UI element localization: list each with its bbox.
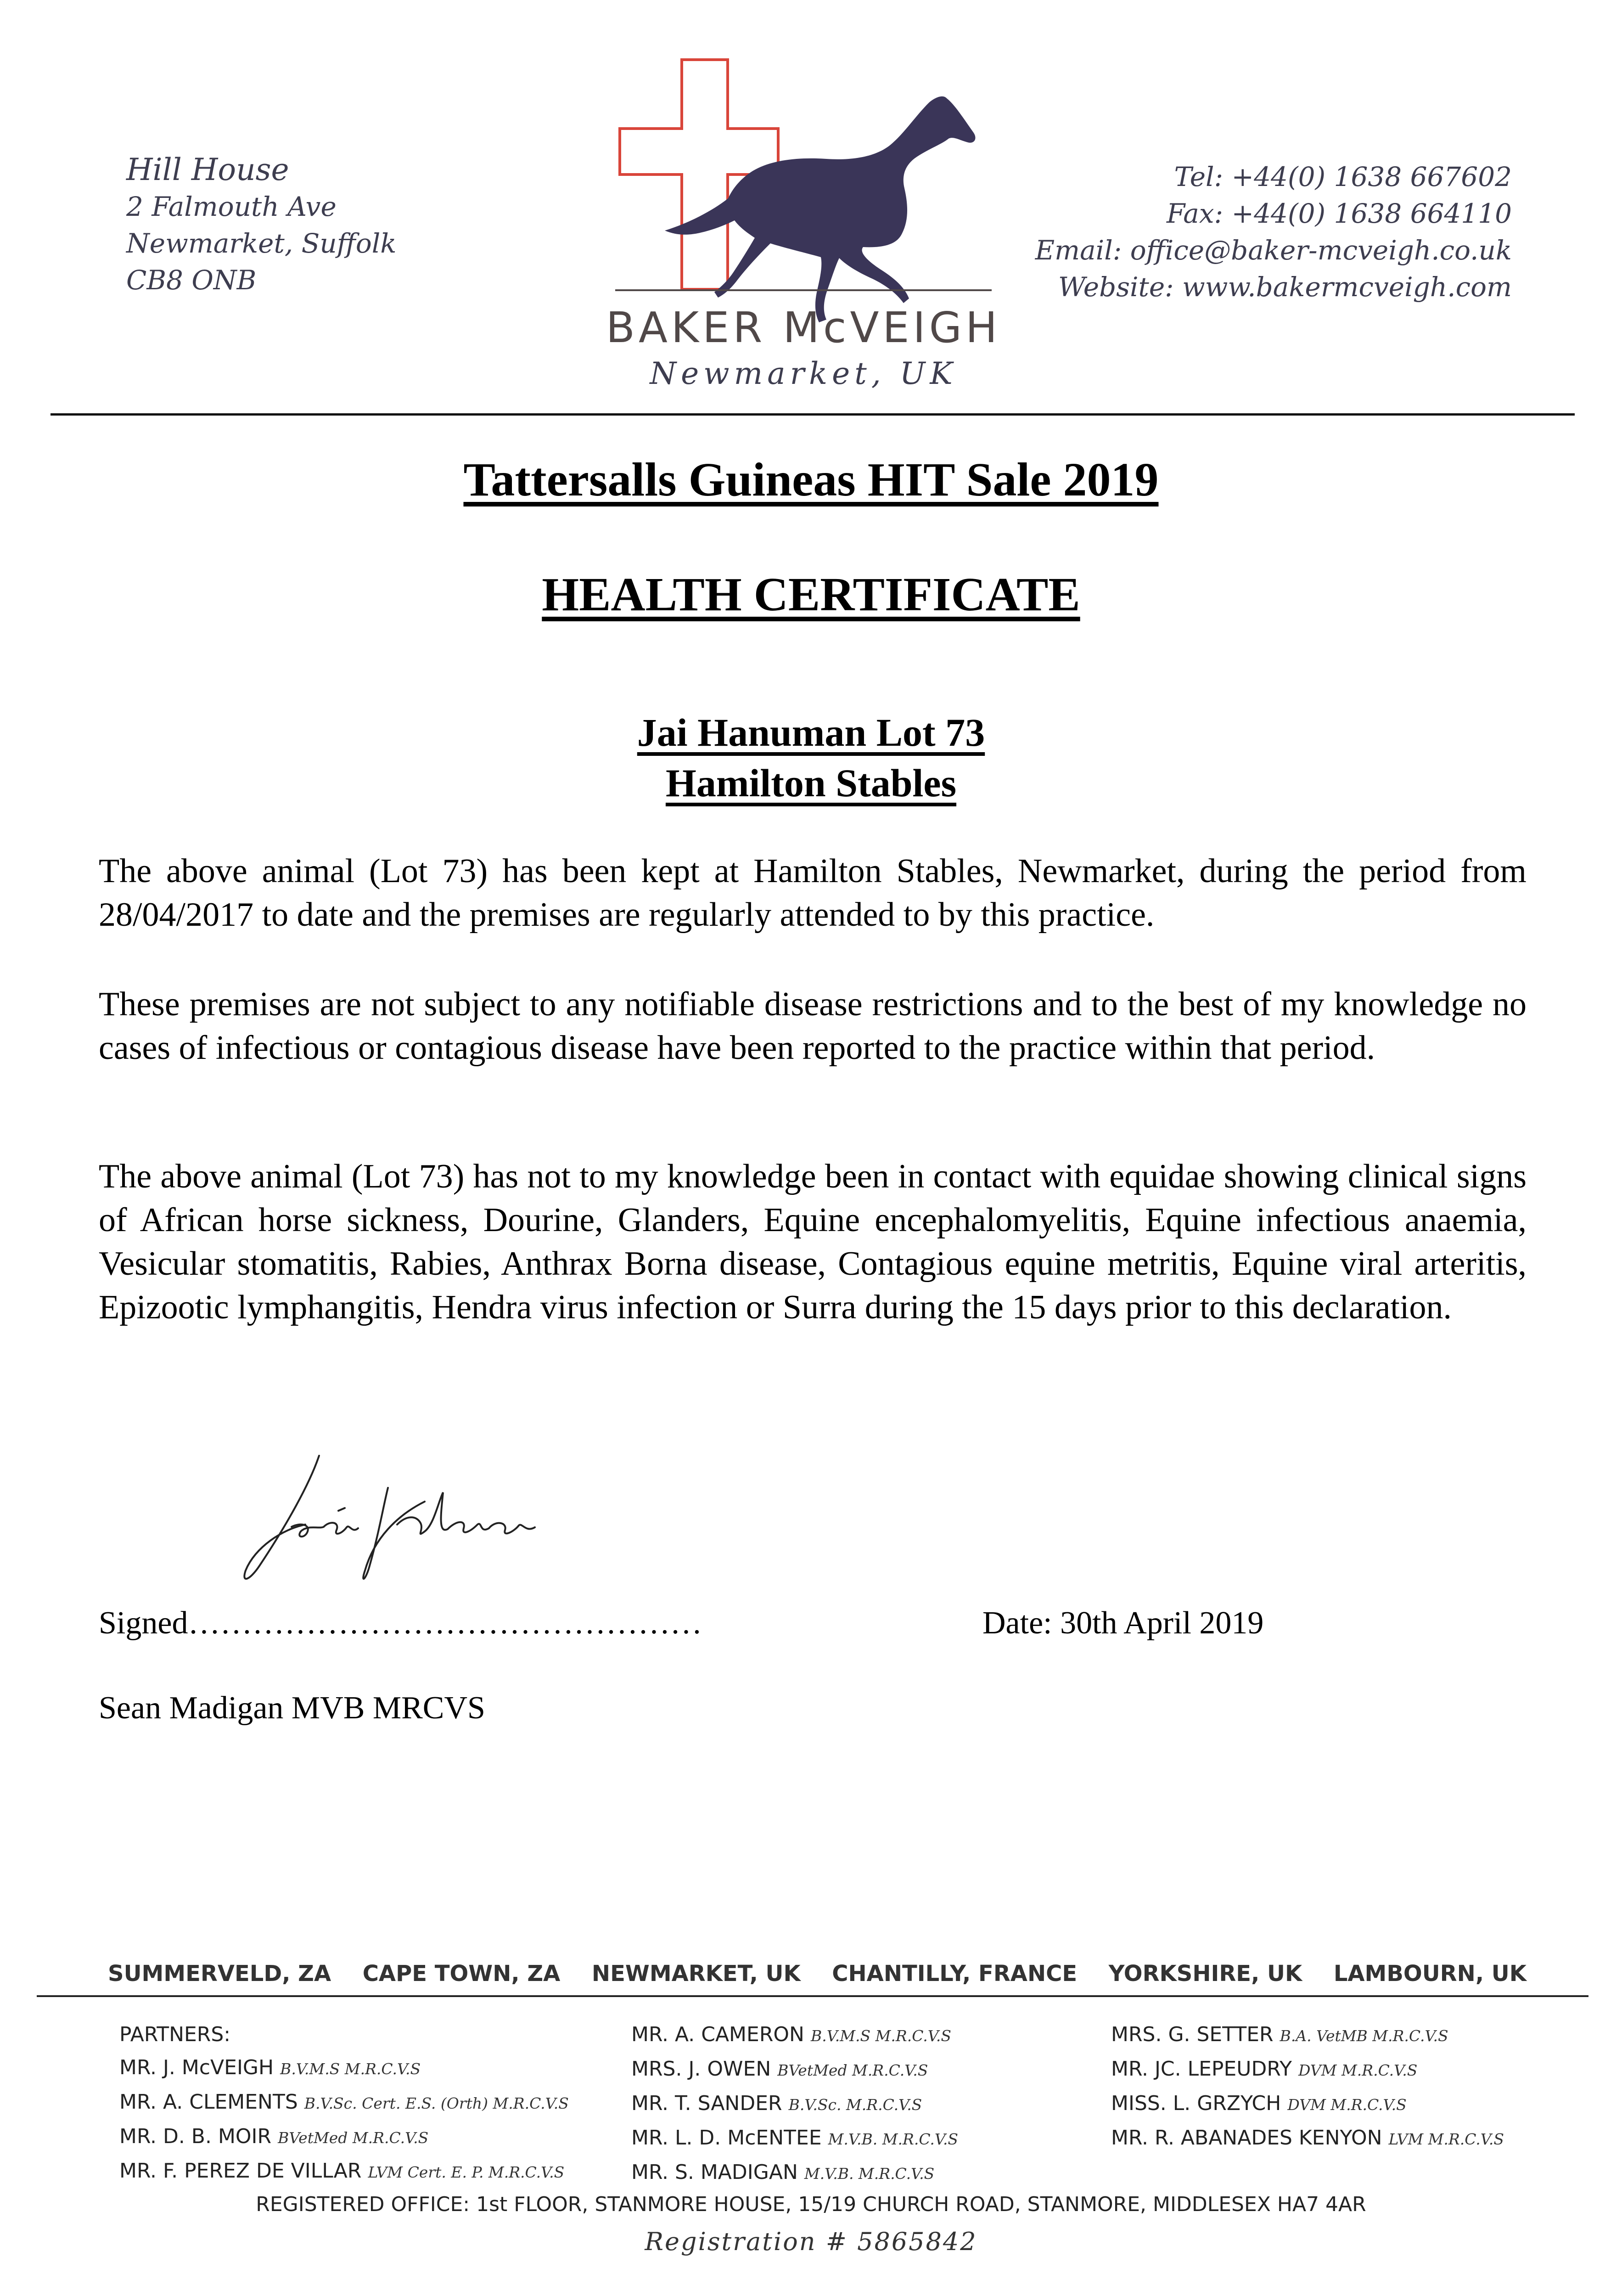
partner-entry: MR. S. MADIGAN M.V.B. M.R.C.V.S [631, 2161, 935, 2184]
disease-restriction-paragraph: These premises are not subject to any notifiable disease restrictions and to the best of my knowledge no cases of infectious or contagious disease have been reported to the practice within that period. [99, 985, 1527, 1067]
header-divider [51, 413, 1575, 416]
partners-column-1 [119, 2018, 569, 2189]
partners-label: PARTNERS: [119, 2023, 231, 2046]
address-line: Hill House [126, 152, 289, 187]
contact-declaration-paragraph: The above animal (Lot 73) has not to my knowledge been in contact with equidae showing clinical signs of African horse sickness, Dourine, Glanders, Equine encephalomyelitis, Equine infectious anaemia, Vesicular stomatitis, Rabies, Anthrax Borna disease, Contagious equine metritis, Equine viral arteritis, Epizootic lymphangitis, Hendra virus infection or Surra during the 15 days prior to this declaration. [99, 1158, 1527, 1326]
location-item: CAPE TOWN, ZA [362, 1961, 561, 1986]
handwritten-signature [232, 1446, 544, 1593]
brand-location: Newmarket, UK [650, 356, 957, 391]
partner-entry: MISS. L. GRZYCH DVM M.R.C.V.S [1111, 2092, 1407, 2115]
company-contact [961, 158, 1512, 305]
location-item: LAMBOURN, UK [1333, 1961, 1527, 1986]
registration-number: Registration # 5865842 [645, 2227, 977, 2256]
signatory-name: Sean Madigan MVB MRCVS [99, 1690, 485, 1726]
signed-line: Signed………………………………………… [99, 1605, 702, 1641]
partner-entry: MR. F. PEREZ DE VILLAR LVM Cert. E. P. M.R.C.V.S [119, 2159, 565, 2183]
footer-divider [37, 1995, 1588, 1997]
office-locations [108, 1961, 1527, 1986]
brand-name: BAKER McVEIGH [606, 303, 1001, 352]
certificate-title: HEALTH CERTIFICATE [542, 568, 1080, 621]
address-line: CB8 ONB [126, 264, 257, 296]
partner-entry: MR. T. SANDER B.V.Sc. M.R.C.V.S [631, 2092, 922, 2115]
company-address [126, 152, 396, 298]
certificate-date: Date: 30th April 2019 [982, 1605, 1264, 1641]
residence-paragraph: The above animal (Lot 73) has been kept at Hamilton Stables, Newmarket, during the period from 28/04/2017 to date and the premises are regularly attended to by this practice. [99, 852, 1527, 934]
partner-entry: MRS. J. OWEN BVetMed M.R.C.V.S [631, 2057, 928, 2081]
partner-entry: MR. L. D. McENTEE M.V.B. M.R.C.V.S [631, 2126, 959, 2150]
registered-office: REGISTERED OFFICE: 1st FLOOR, STANMORE HOUSE, 15/19 CHURCH ROAD, STANMORE, MIDDLESEX HA7 4AR [256, 2193, 1366, 2216]
partner-entry: MR. R. ABANADES KENYON LVM M.R.C.V.S [1111, 2126, 1504, 2150]
location-item: SUMMERVELD, ZA [108, 1961, 331, 1986]
partner-entry: MR. A. CLEMENTS B.V.Sc. Cert. E.S. (Orth) M.R.C.V.S [119, 2090, 569, 2114]
contact-email: Email: office@baker-mcveigh.co.uk [1035, 235, 1512, 266]
location-item: NEWMARKET, UK [591, 1961, 801, 1986]
partners-column-2 [631, 2018, 958, 2190]
partner-entry: MR. D. B. MOIR BVetMed M.R.C.V.S [119, 2125, 429, 2148]
partner-entry: MR. A. CAMERON B.V.M.S M.R.C.V.S [631, 2023, 951, 2046]
address-line: 2 Falmouth Ave [126, 191, 337, 222]
horse-lot-heading: Jai Hanuman Lot 73 [637, 710, 985, 754]
partner-entry: MR. JC. LEPEUDRY DVM M.R.C.V.S [1111, 2057, 1418, 2081]
address-line: Newmarket, Suffolk [126, 228, 397, 259]
partner-entry: MRS. G. SETTER B.A. VetMB M.R.C.V.S [1111, 2023, 1448, 2046]
partners-column-3 [1111, 2018, 1504, 2156]
contact-telephone: Tel: +44(0) 1638 667602 [1174, 161, 1512, 192]
location-item: CHANTILLY, FRANCE [832, 1961, 1078, 1986]
contact-website: Website: www.bakermcveigh.com [1058, 271, 1512, 303]
contact-fax: Fax: +44(0) 1638 664110 [1166, 198, 1512, 229]
stable-heading: Hamilton Stables [665, 761, 957, 805]
partner-entry: MR. J. McVEIGH B.V.M.S M.R.C.V.S [119, 2056, 421, 2079]
location-item: YORKSHIRE, UK [1108, 1961, 1302, 1986]
sale-title: Tattersalls Guineas HIT Sale 2019 [463, 453, 1159, 506]
